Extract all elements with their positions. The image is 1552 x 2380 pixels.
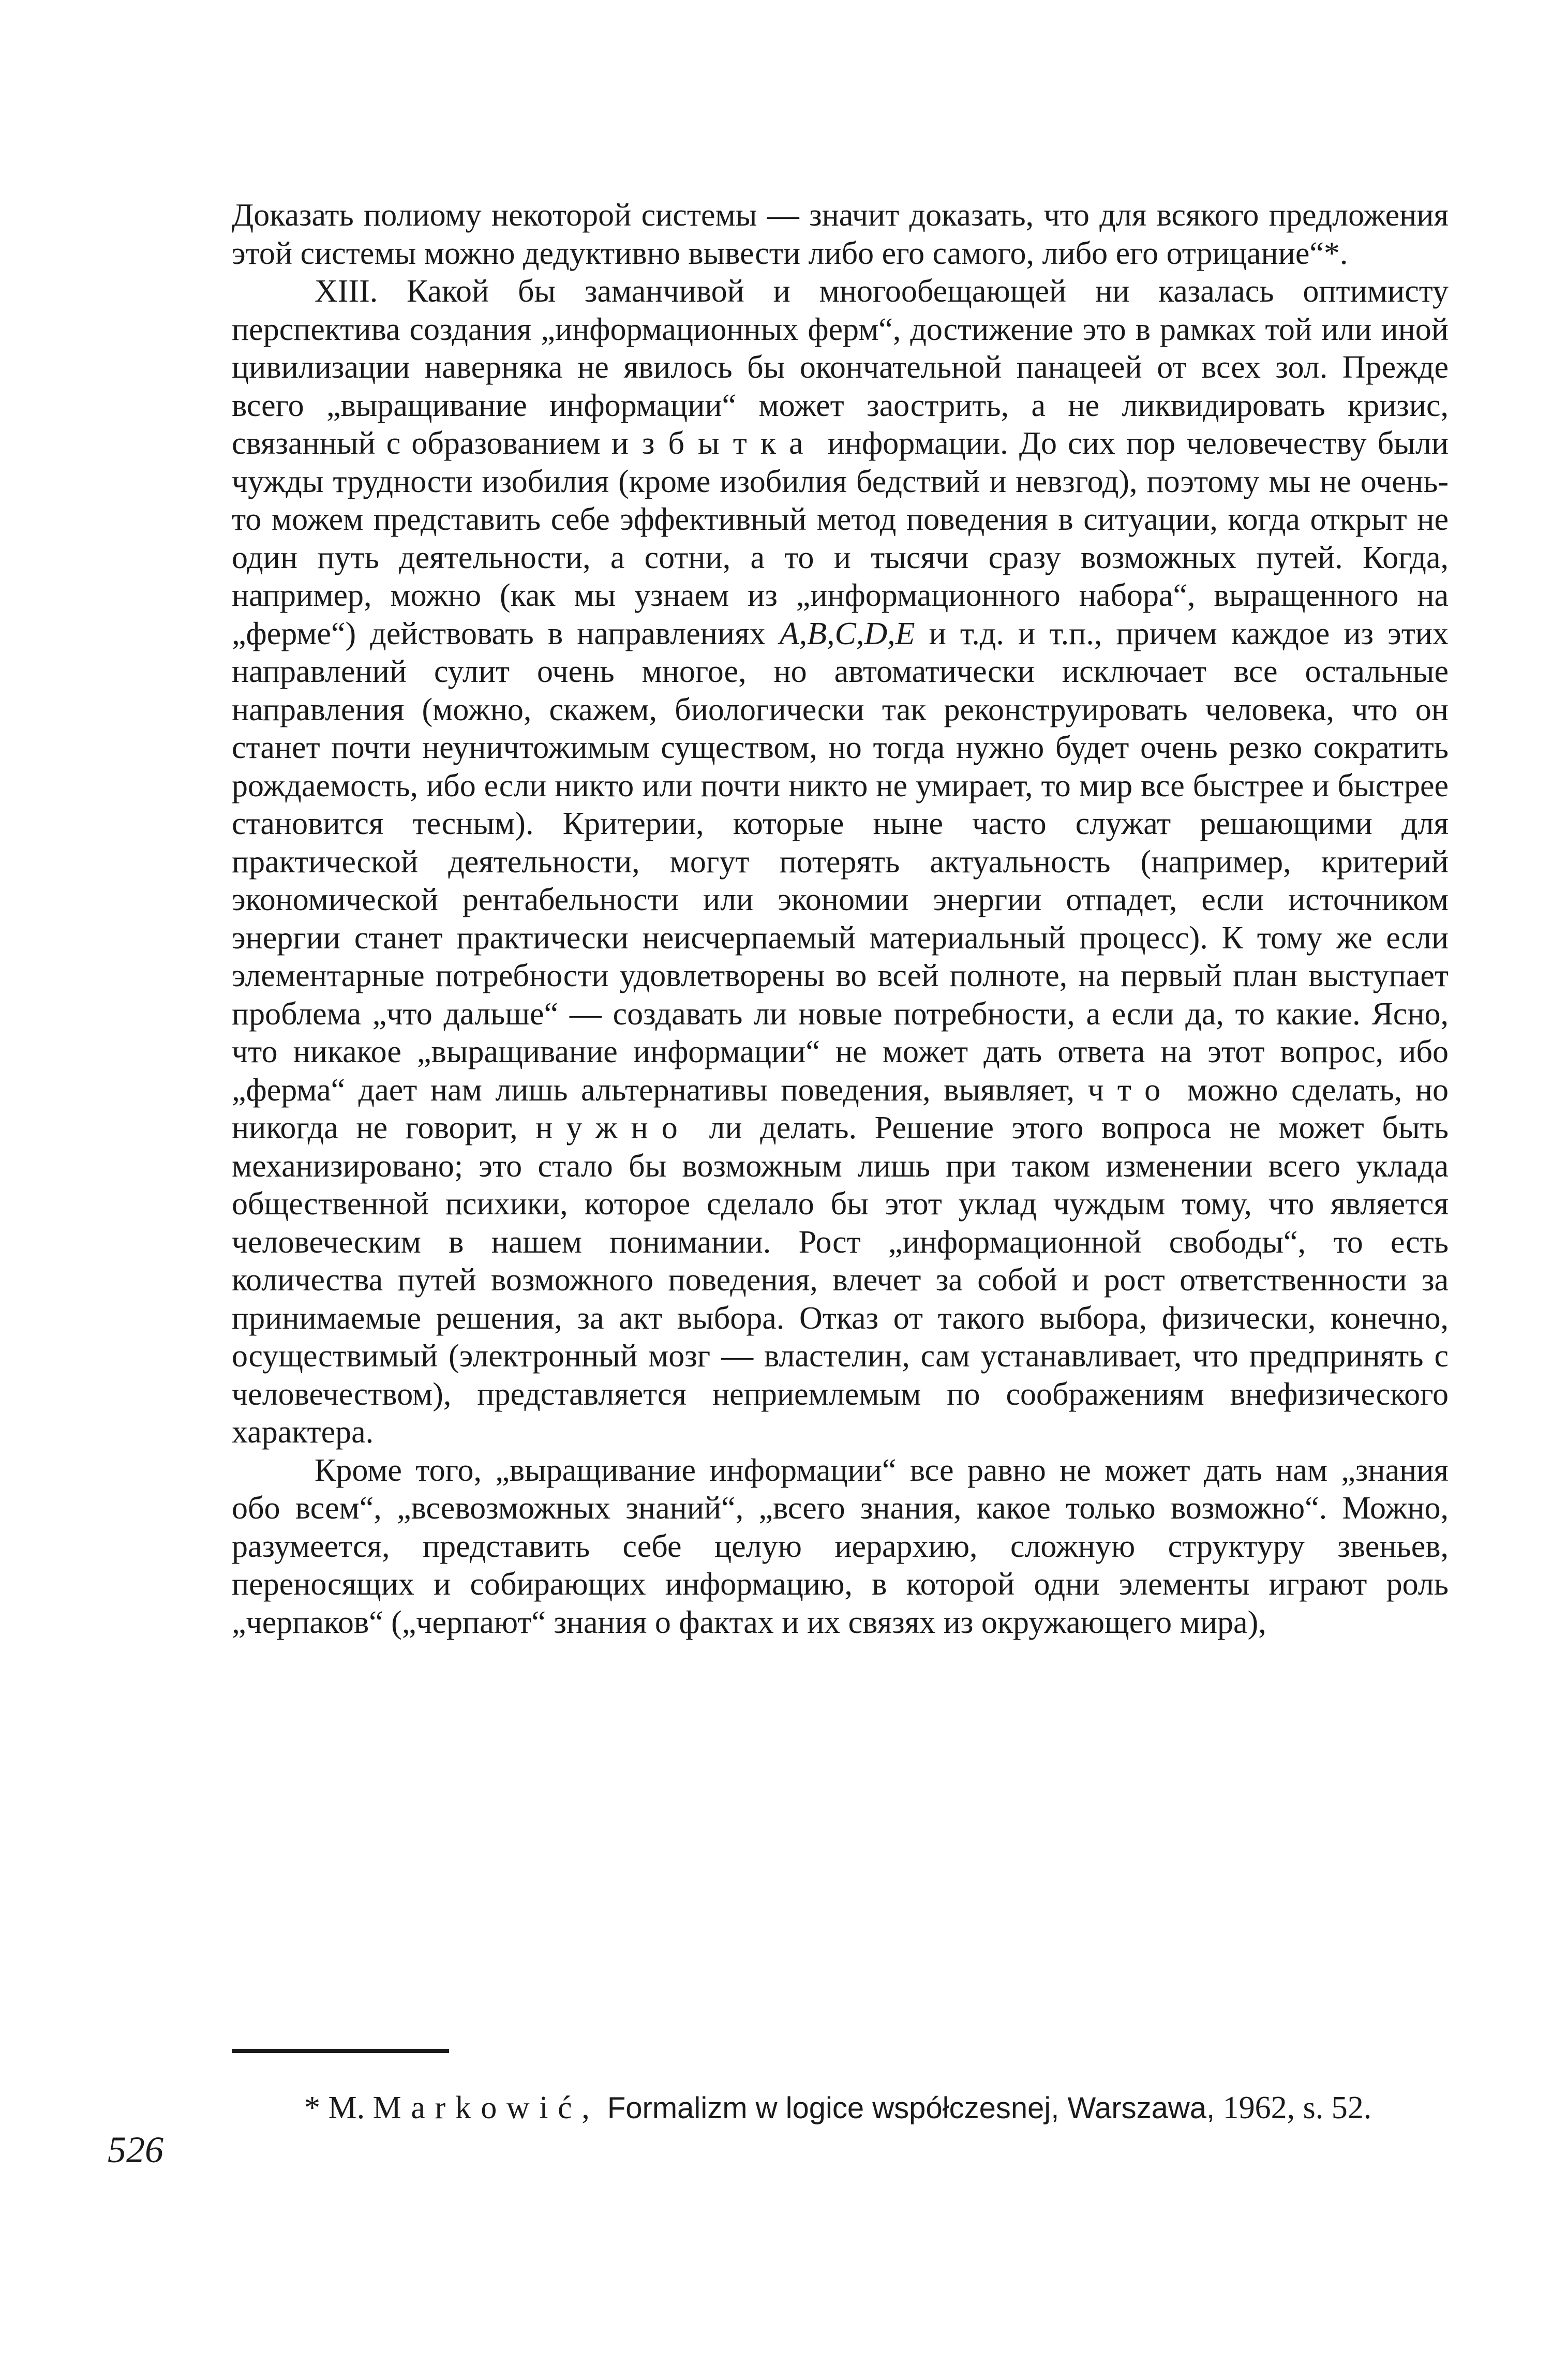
emphasis-text: что <box>1087 1072 1174 1108</box>
footnote-title: Formalizm w logice współczesnej, Warszawa, <box>607 2091 1215 2125</box>
paragraph-text: можно сделать, но никогда не говорит, <box>232 1072 1449 1146</box>
paragraph-text: ли делать. Решение этого вопроса не может быть механизировано; это стало бы возможным лишь при таком изменении всего уклада общественной психики, которое сделало бы этот уклад чуждым тому, что является человеческим в нашем понимании. Рост „информационной свободы“, то есть количества путей возможного поведения, влечет за собой и рост ответственности за принимаемые решения, за акт выбора. Отказ от такого выбора, физически, конечно, осуществимый (электронный мозг — властелин, сам устанавливает, что предпринять с человечеством), представляется неприемлемым по соображениям внефизического характера. <box>232 1110 1449 1450</box>
italic-directions: A,B,C,D,E <box>779 616 915 651</box>
footnote-marker: * M. <box>304 2090 365 2125</box>
footnote <box>232 2085 1449 2131</box>
footnote-year-pages: 1962, s. 52. <box>1222 2090 1372 2125</box>
paragraph-section-xiii <box>232 273 1449 1452</box>
emphasis-text: избытка <box>611 426 817 461</box>
page-number: 526 <box>108 2129 163 2170</box>
footnote-author: Markowić, <box>372 2090 600 2125</box>
paragraph-information-hierarchy: Кроме того, „выращивание информации“ все равно не может дать нам „знания обо всем“, „всевозможных знаний“, „всего знания, какое только возможно“. Можно, разумеется, представить себе целую иерархию, сложную структуру звеньев, переносящих и собирающих информацию, в которой одни элементы играют роль „черпаков“ („черпают“ знания о фактах и их связях из окружающего мира), <box>232 1452 1449 1640</box>
footnote-divider <box>232 2049 449 2053</box>
paragraph-text: XIII. Какой бы заманчивой и многообещающей ни казалась оптимисту перспектива создания „информационных ферм“, достижение это в рамках той или иной цивилизации наверняка не явилось бы окончательной панацеей от всех зол. Прежде всего „выращивание информации“ может заострить, а не ликвидировать кризис, связанный с образованием <box>232 274 1449 461</box>
paragraph-text: и т.д. и т.п., причем каждое из этих направлений сулит очень многое, но автоматически исключает все остальные направления (можно, скажем, биологически так реконструировать человека, что он станет почти неуничтожимым существом, но тогда нужно будет очень резко сократить рождаемость, ибо если никто или почти никто не умирает, то мир все быстрее и быстрее становится тесным). Критерии, которые ныне часто служат решающими для практической деятельности, могут потерять актуальность (например, критерий экономической рентабельности или экономии энергии отпадет, если источником энергии станет практически неисчерпаемый материальный процесс). К тому же если элементарные потребности удовлетворены во всей полноте, на первый план выступает проблема „что дальше“ — создавать ли новые потребности, а если да, то какие. Ясно, что никакое „выращивание информации“ не может дать ответа на этот вопрос, ибо „ферма“ дает нам лишь альтернативы поведения, выявляет, <box>232 616 1449 1108</box>
paragraph-text: информации. До сих пор человечеству были чужды трудности изобилия (кроме изобилия бедствий и невзгод), поэтому мы не очень-то можем представить себе эффективный метод поведения в ситуации, когда открыт не один путь деятельности, а сотни, а то и тысячи сразу возможных путей. Когда, например, можно (как мы узнаем из „информационного набора“, выращенного на „ферме“) действовать в направлениях <box>232 426 1449 651</box>
emphasis-text: нужно <box>535 1110 691 1146</box>
paragraph-quote-end: Доказать полиому некоторой системы — значит доказать, что для всякого предложения этой системы можно дедуктивно вывести либо его самого, либо его отрицание“*. <box>232 198 1449 271</box>
main-text <box>232 197 1449 1642</box>
